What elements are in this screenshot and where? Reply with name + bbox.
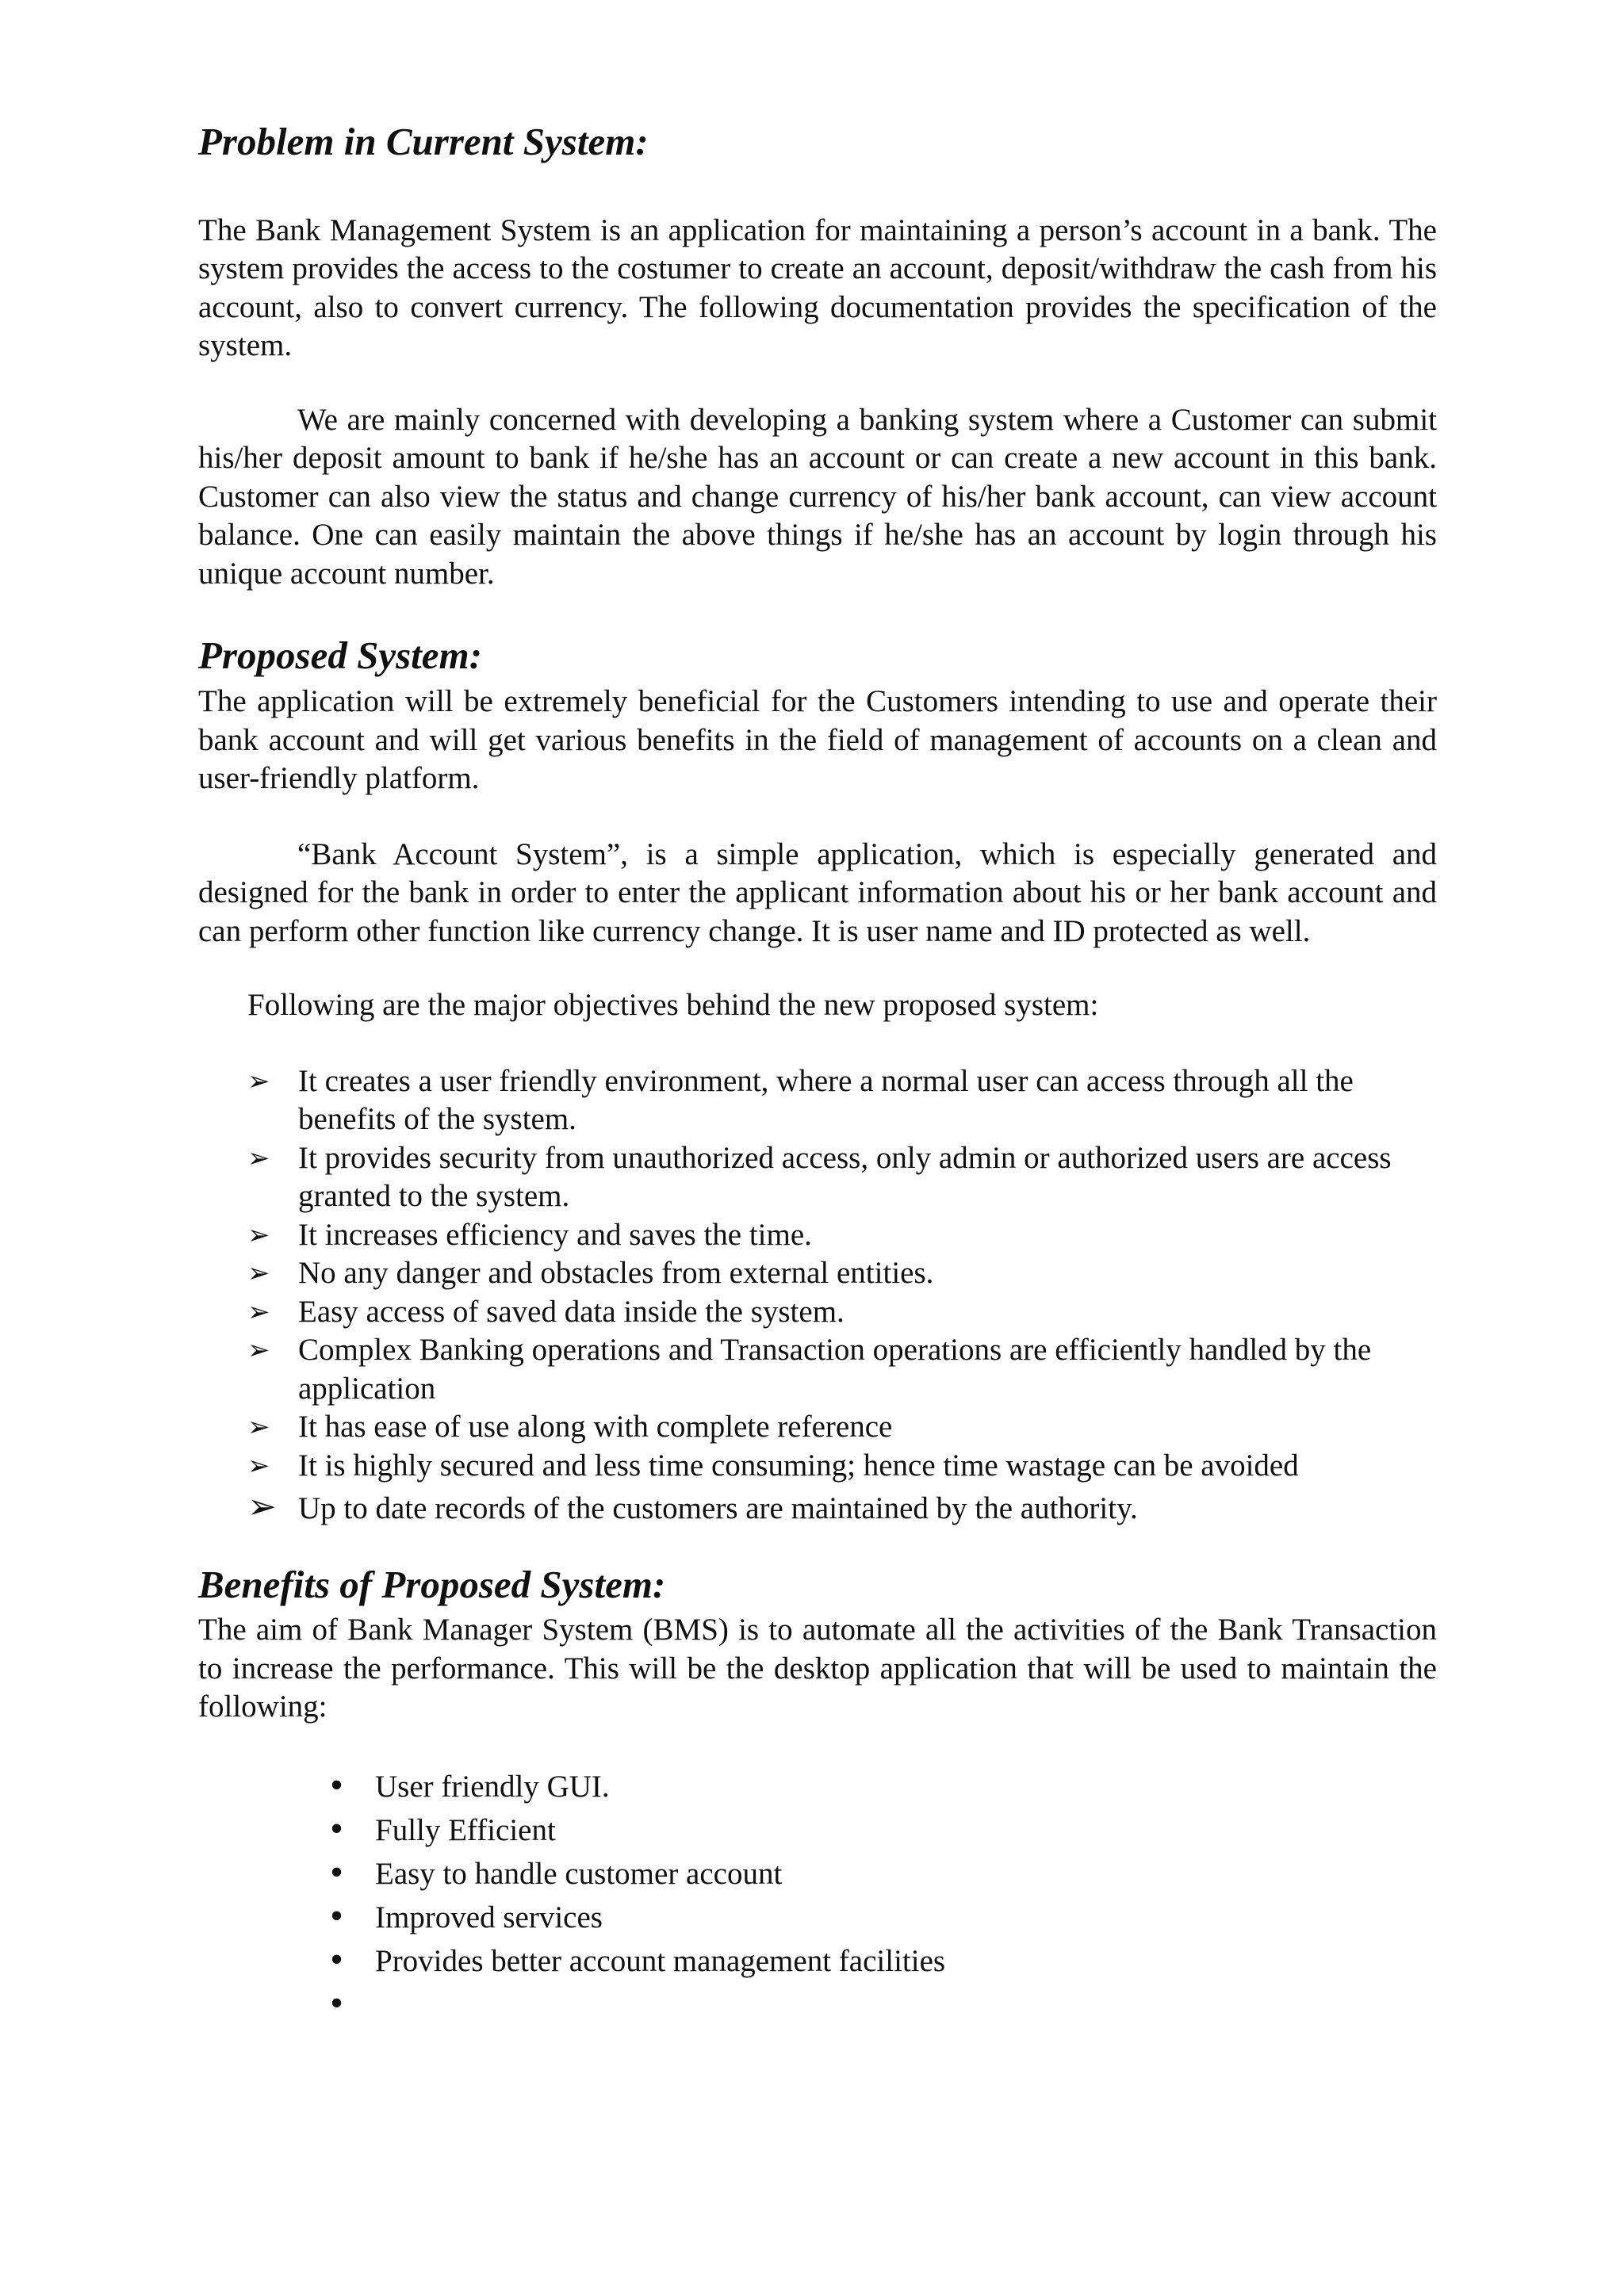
arrow-bullet-icon: ➢ <box>247 1334 270 1367</box>
list-item: ➢ It creates a user friendly environment, where a normal user can access through all the benefits of the system. <box>247 1063 1354 1137</box>
bullet-dot-icon: • <box>327 1899 347 1935</box>
benefits-heading: Benefits of Proposed System: <box>198 1562 666 1606</box>
list-item: ➢ It provides security from unauthorized access, only admin or authorized users are access granted to the system. <box>247 1140 1392 1214</box>
list-item: ➢ It increases efficiency and saves the time. <box>198 1216 1437 1255</box>
list-item: ➢ Easy access of saved data inside the system. <box>198 1293 1437 1332</box>
benefits-list <box>198 1765 1437 2022</box>
bullet-dot-icon: • <box>327 1855 347 1892</box>
proposed-paragraph-1: The application will be extremely beneficial for the Customers intending to use and operate their bank account and will get various benefits in the field of management of accounts on a clean and user-friendly platform. <box>198 684 1437 796</box>
arrow-bullet-icon: ➢ <box>247 1257 270 1290</box>
list-item: ➢ It has ease of use along with complete reference <box>198 1408 1437 1447</box>
arrow-bullet-icon: ➢ <box>247 1487 277 1528</box>
arrow-bullet-icon: ➢ <box>247 1295 270 1328</box>
bullet-dot-icon: • <box>327 1986 347 2022</box>
list-item: • Provides better account management facilities <box>198 1939 1437 1983</box>
arrow-bullet-icon: ➢ <box>247 1411 270 1444</box>
arrow-bullet-icon: ➢ <box>247 1065 270 1097</box>
proposed-heading: Proposed System: <box>198 633 482 678</box>
problem-paragraph-1: The Bank Management System is an application for maintaining a person’s account in a bank. The system provides the access to the costumer to create an account, deposit/withdraw the cash from his account, also to convert currency. The following documentation provides the specification of the system. <box>198 212 1437 363</box>
arrow-bullet-icon: ➢ <box>247 1219 270 1251</box>
arrow-bullet-icon: ➢ <box>247 1142 270 1174</box>
list-item: ➢ Up to date records of the customers are maintained by the authority. <box>247 1487 1138 1528</box>
list-item: ➢ It is highly secured and less time consuming; hence time wastage can be avoided <box>198 1447 1437 1486</box>
proposed-paragraph-2: “Bank Account System”, is a simple application, which is especially generated and designed for the bank in order to enter the applicant information about his or her bank account and can perform other function like currency change. It is user name and ID protected as well. <box>198 836 1437 948</box>
list-item: • Improved services <box>198 1896 1437 1939</box>
bullet-dot-icon: • <box>327 1812 347 1848</box>
benefits-paragraph-1: The aim of Bank Manager System (BMS) is to automate all the activities of the Bank Transaction to increase the performance. This will be the desktop application that will be used to maintain the following: <box>198 1613 1437 1724</box>
list-item: ➢ Complex Banking operations and Transaction operations are efficiently handled by the application <box>247 1333 1372 1406</box>
objectives-intro: Following are the major objectives behind the new proposed system: <box>247 988 1099 1023</box>
problem-paragraph-2: We are mainly concerned with developing a banking system where a Customer can submit his/her deposit amount to bank if he/she has an account or can create a new account in this bank. Customer can also view the status and change currency of his/her bank account, can view account balance. One can easily maintain the above things if he/she has an account by login through his unique account number. <box>198 402 1437 591</box>
problem-heading: Problem in Current System: <box>198 120 649 163</box>
arrow-bullet-icon: ➢ <box>247 1449 270 1482</box>
list-item: • Fully Efficient <box>198 1808 1437 1852</box>
objectives-list <box>198 1062 1437 1529</box>
bullet-dot-icon: • <box>327 1768 347 1804</box>
document-page <box>198 119 1437 2022</box>
bullet-dot-icon: • <box>327 1942 347 1979</box>
list-item: • User friendly GUI. <box>198 1765 1437 1808</box>
list-item: • Easy to handle customer account <box>198 1852 1437 1896</box>
list-item: ➢ No any danger and obstacles from external entities. <box>198 1254 1437 1293</box>
